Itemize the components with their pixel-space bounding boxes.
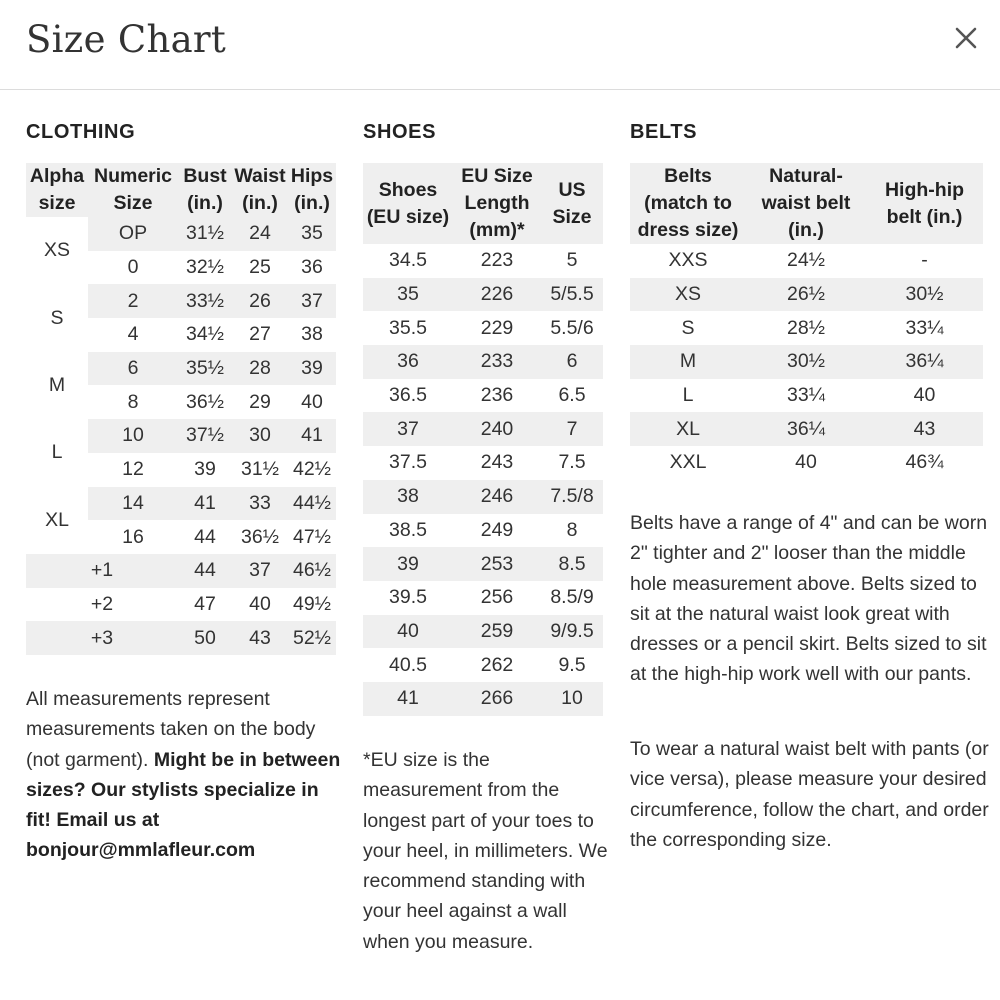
alpha-size-cell: M [26, 352, 88, 419]
page-title: Size Chart [26, 18, 227, 61]
us-size-cell: 5/5.5 [541, 278, 603, 312]
clothing-heading: CLOTHING [26, 121, 136, 143]
eu-size-cell: 41 [363, 682, 453, 716]
bust-cell: 31½ [178, 217, 232, 251]
length-cell: 253 [453, 547, 541, 581]
waist-cell: 24 [232, 217, 288, 251]
eu-size-cell: 36 [363, 345, 453, 379]
alpha-size-cell: L [26, 419, 88, 486]
waist-cell: 27 [249, 323, 271, 346]
table-row [363, 547, 603, 581]
table-row [26, 217, 336, 251]
high-hip-cell: 33¼ [905, 316, 944, 339]
waist-cell: 37 [232, 554, 288, 588]
natural-waist-cell: 26½ [746, 278, 866, 312]
numeric-size-cell: 4 [127, 323, 139, 346]
table-row [26, 588, 336, 622]
length-cell: 223 [480, 249, 514, 272]
hips-cell: 47½ [293, 525, 331, 548]
length-cell: 259 [453, 615, 541, 649]
table-row [630, 278, 983, 312]
eu-size-cell: 40 [363, 615, 453, 649]
shoes-header-row [363, 163, 603, 244]
table-row [363, 311, 603, 345]
belt-size-cell: XXS [668, 249, 708, 272]
waist-cell: 26 [232, 284, 288, 318]
shoes-header-eu: Shoes (EU size) [363, 163, 453, 244]
belts-note-range: Belts have a range of 4" and can be worn 2" tighter and 2" looser than the middle hole measurement above. Belts sized to sit at the natural waist look great with dresses or a pencil skirt. Belts sized to sit at the high-hip work well with our pants. [630, 512, 988, 686]
hips-cell: 40 [301, 390, 323, 413]
length-cell: 266 [453, 682, 541, 716]
eu-size-cell: 39.5 [389, 586, 427, 609]
table-row [363, 278, 603, 312]
natural-waist-cell: 24½ [787, 249, 825, 272]
table-row [630, 311, 983, 345]
us-size-cell: 6 [541, 345, 603, 379]
us-size-cell: 10 [541, 682, 603, 716]
table-row [26, 419, 336, 453]
clothing-header-alpha: Alpha size [26, 163, 88, 217]
bust-cell: 44 [194, 525, 216, 548]
hips-cell: 38 [301, 323, 323, 346]
close-icon [946, 20, 986, 60]
eu-size-cell: 35 [363, 278, 453, 312]
table-row [363, 480, 603, 514]
waist-cell: 36½ [241, 525, 279, 548]
clothing-note [26, 684, 342, 866]
us-size-cell: 8.5/9 [550, 586, 594, 609]
shoes-note: *EU size is the measurement from the longest part of your toes to your heel, in millimeters. We recommend standing with your heel against a wall when you measure. [363, 749, 608, 953]
clothing-note-text: All measurements represent measurements taken on the body (not garment). [26, 688, 316, 771]
hips-cell: 39 [288, 352, 336, 386]
plus-size-cell: +3 [26, 621, 178, 655]
belts-header-highhip: High-hip belt (in.) [866, 163, 983, 244]
us-size-cell: 8.5 [541, 547, 603, 581]
waist-cell: 29 [249, 390, 271, 413]
length-cell: 229 [480, 316, 514, 339]
numeric-size-cell: 0 [127, 256, 139, 279]
bust-cell: 35½ [178, 352, 232, 386]
bust-cell: 41 [178, 487, 232, 521]
table-row [630, 244, 983, 278]
natural-waist-cell: 33¼ [787, 384, 825, 407]
table-row [26, 284, 336, 318]
eu-size-cell: 39 [363, 547, 453, 581]
waist-cell: 31½ [241, 458, 279, 481]
hips-cell: 35 [288, 217, 336, 251]
table-row [363, 514, 603, 548]
shoes-header-us: US Size [541, 163, 603, 244]
waist-cell: 40 [249, 592, 271, 615]
belts-header-natural: Natural-waist belt (in.) [746, 163, 866, 244]
length-cell: 249 [480, 518, 514, 541]
numeric-size-cell: OP [88, 217, 178, 251]
waist-cell: 43 [232, 621, 288, 655]
bust-cell: 47 [194, 592, 216, 615]
clothing-size-table [26, 163, 336, 655]
table-row [630, 446, 983, 480]
modal-header [0, 0, 1000, 90]
natural-waist-cell: 30½ [746, 345, 866, 379]
table-row [363, 345, 603, 379]
numeric-size-cell: 6 [88, 352, 178, 386]
hips-cell: 49½ [293, 592, 331, 615]
table-row [630, 345, 983, 379]
plus-size-cell: +2 [90, 592, 114, 615]
belt-size-cell: L [682, 384, 694, 407]
length-cell: 236 [480, 384, 514, 407]
numeric-size-cell: 8 [127, 390, 139, 413]
bust-cell: 34½ [186, 323, 224, 346]
table-row [363, 648, 603, 682]
close-button[interactable] [946, 20, 986, 60]
table-row [26, 487, 336, 521]
hips-cell: 42½ [293, 458, 331, 481]
belts-size-table [630, 163, 983, 480]
waist-cell: 30 [232, 419, 288, 453]
table-row [363, 615, 603, 649]
high-hip-cell: - [921, 249, 928, 272]
numeric-size-cell: 12 [122, 458, 144, 481]
eu-size-cell: 38 [363, 480, 453, 514]
us-size-cell: 7 [541, 412, 603, 446]
table-row [26, 554, 336, 588]
us-size-cell: 7.5 [558, 451, 586, 474]
eu-size-cell: 40.5 [389, 653, 427, 676]
table-row [363, 244, 603, 278]
table-row [363, 379, 603, 413]
us-size-cell: 5.5/6 [550, 316, 594, 339]
high-hip-cell: 36¼ [866, 345, 983, 379]
waist-cell: 28 [232, 352, 288, 386]
waist-cell: 33 [232, 487, 288, 521]
hips-cell: 46½ [288, 554, 336, 588]
alpha-size-cell: XL [26, 487, 88, 554]
bust-cell: 33½ [178, 284, 232, 318]
belt-size-cell: S [681, 316, 695, 339]
natural-waist-cell: 28½ [787, 316, 825, 339]
table-row [363, 581, 603, 615]
belt-size-cell: M [630, 345, 746, 379]
waist-cell: 25 [249, 256, 271, 279]
bust-cell: 39 [194, 458, 216, 481]
table-row [363, 446, 603, 480]
natural-waist-cell: 36¼ [746, 412, 866, 446]
hips-cell: 52½ [288, 621, 336, 655]
length-cell: 240 [453, 412, 541, 446]
bust-cell: 32½ [186, 256, 224, 279]
shoes-size-table [363, 163, 603, 716]
clothing-header-hips: Hips (in.) [288, 163, 336, 217]
clothing-header-row [26, 163, 336, 217]
table-row [363, 682, 603, 716]
numeric-size-cell: 2 [88, 284, 178, 318]
table-row [26, 352, 336, 386]
hips-cell: 44½ [288, 487, 336, 521]
clothing-note-bold: Might be in between sizes? Our stylists specialize in fit! Email us at bonjour@mmlafleur.com [26, 748, 341, 862]
belts-header-row [630, 163, 983, 244]
hips-cell: 41 [288, 419, 336, 453]
belts-note-fit: To wear a natural waist belt with pants (or vice versa), please measure your desired circumference, follow the chart, and order the corresponding size. [630, 738, 989, 851]
table-row [630, 412, 983, 446]
plus-size-cell: +1 [26, 554, 178, 588]
eu-size-cell: 37.5 [389, 451, 427, 474]
belts-heading: BELTS [630, 121, 698, 143]
us-size-cell: 9.5 [558, 653, 586, 676]
table-row [630, 379, 983, 413]
us-size-cell: 9/9.5 [541, 615, 603, 649]
us-size-cell: 7.5/8 [541, 480, 603, 514]
length-cell: 246 [453, 480, 541, 514]
alpha-size-cell: S [26, 284, 88, 351]
length-cell: 243 [480, 451, 514, 474]
shoes-heading: SHOES [363, 121, 437, 143]
high-hip-cell: 46¾ [905, 451, 944, 474]
eu-size-cell: 38.5 [389, 518, 427, 541]
high-hip-cell: 30½ [866, 278, 983, 312]
numeric-size-cell: 16 [122, 525, 144, 548]
table-row [26, 621, 336, 655]
bust-cell: 50 [178, 621, 232, 655]
clothing-header-numeric: Numeric Size [88, 163, 178, 217]
eu-size-cell: 36.5 [389, 384, 427, 407]
length-cell: 233 [453, 345, 541, 379]
eu-size-cell: 37 [363, 412, 453, 446]
belt-size-cell: XXL [669, 451, 707, 474]
high-hip-cell: 43 [866, 412, 983, 446]
hips-cell: 36 [301, 256, 323, 279]
eu-size-cell: 35.5 [389, 316, 427, 339]
alpha-size-cell: XS [26, 217, 88, 284]
numeric-size-cell: 14 [88, 487, 178, 521]
clothing-header-waist: Waist (in.) [232, 163, 288, 217]
bust-cell: 44 [178, 554, 232, 588]
belts-header-size: Belts (match to dress size) [630, 163, 746, 244]
us-size-cell: 8 [566, 518, 578, 541]
belt-size-cell: XL [630, 412, 746, 446]
length-cell: 256 [480, 586, 514, 609]
bust-cell: 36½ [186, 390, 224, 413]
natural-waist-cell: 40 [795, 451, 817, 474]
bust-cell: 37½ [178, 419, 232, 453]
us-size-cell: 5 [566, 249, 578, 272]
high-hip-cell: 40 [913, 384, 936, 407]
numeric-size-cell: 10 [88, 419, 178, 453]
us-size-cell: 6.5 [558, 384, 586, 407]
length-cell: 226 [453, 278, 541, 312]
belt-size-cell: XS [630, 278, 746, 312]
length-cell: 262 [480, 653, 514, 676]
clothing-header-bust: Bust (in.) [178, 163, 232, 217]
shoes-header-length: EU Size Length (mm)* [453, 163, 541, 244]
eu-size-cell: 34.5 [389, 249, 427, 272]
hips-cell: 37 [288, 284, 336, 318]
table-row [363, 412, 603, 446]
